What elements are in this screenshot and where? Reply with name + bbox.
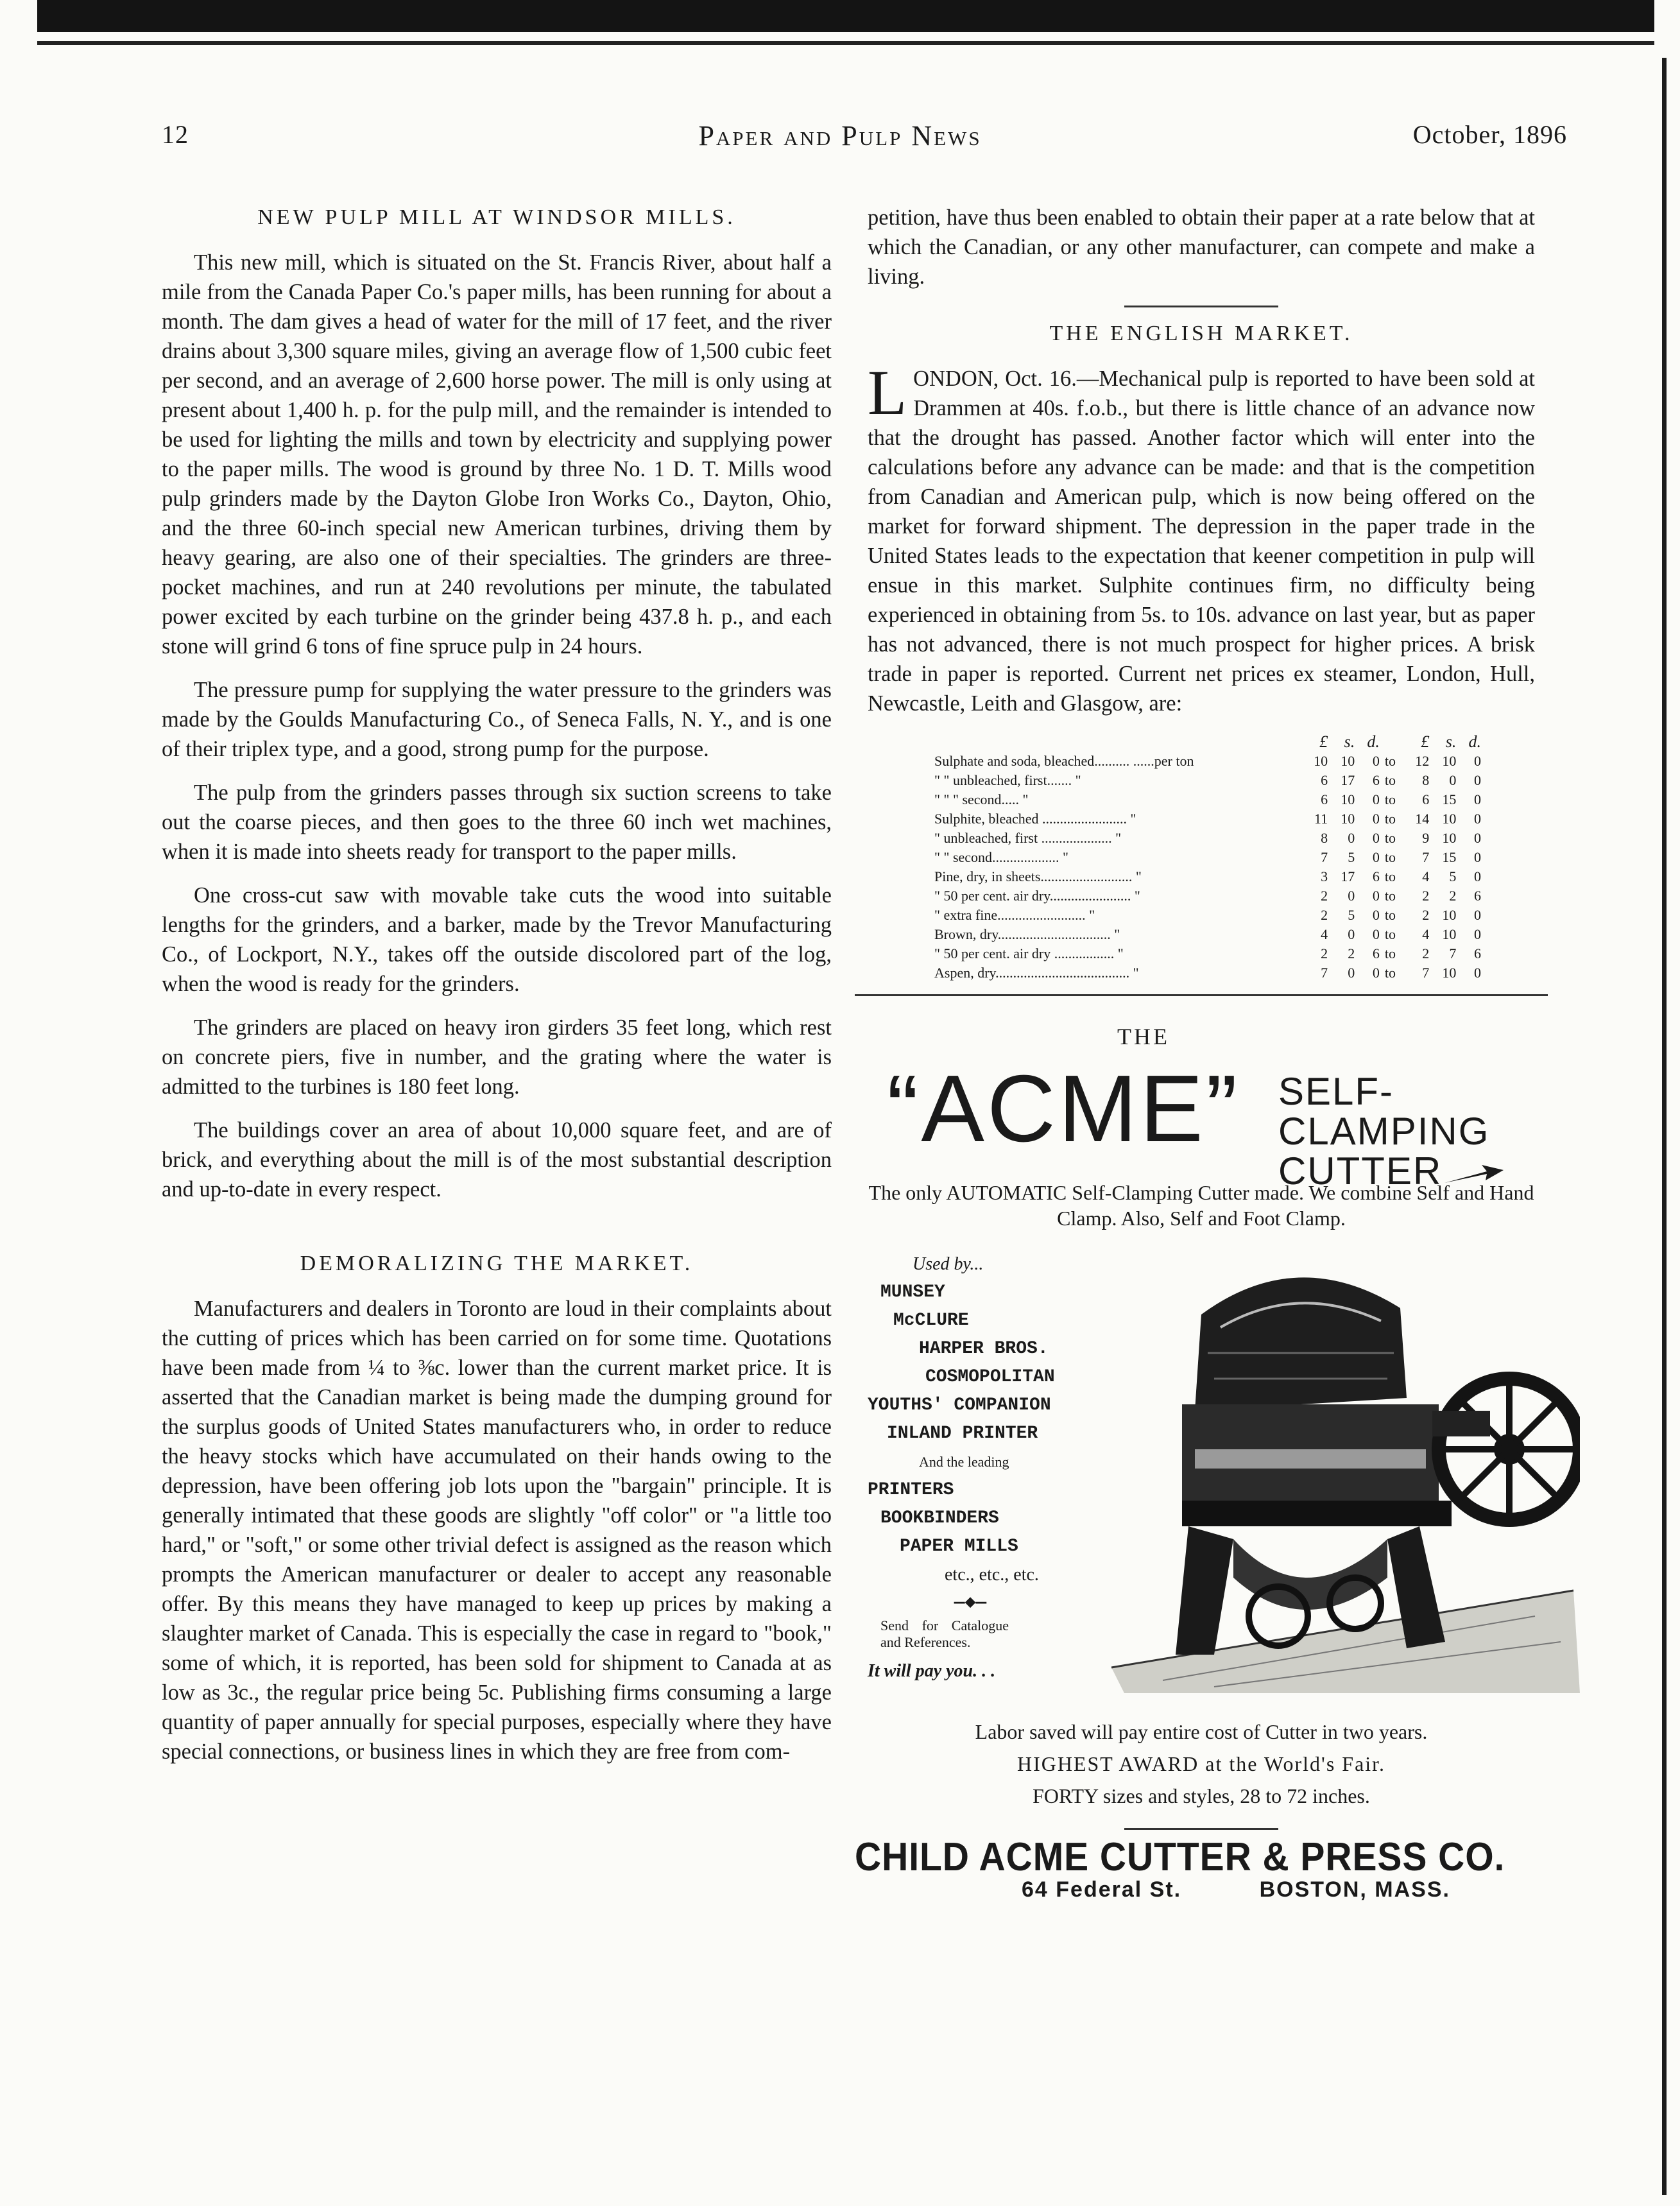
price-value: 2	[1449, 888, 1457, 904]
price-value: 0	[1474, 868, 1481, 884]
price-row	[932, 963, 1484, 983]
price-item: Pine, dry, in sheets.......................... "	[934, 868, 1142, 884]
ad-the: THE	[1117, 1024, 1170, 1049]
ad-user: PRINTERS	[868, 1480, 954, 1500]
ad-brand: “ACME”	[887, 1056, 1240, 1162]
right-column	[855, 203, 1535, 1904]
price-value: 3	[1321, 868, 1328, 884]
english-paragraph: ONDON, Oct. 16.—Mechanical pulp is reported to have been sold at Drammen at 40s. f.o.b., but there is little chance of an advance now that the drought has passed. Another factor which will enter into the calculations before any advance can be made: and that is the competition from Canadian and American pulp, which is now being offered on the market for forward shipment. The depression in the paper trade in the United States leads to the expectation that keener competition in pulp will ensue in this market. Sulphite continues firm, no difficulty being experienced in obtaining from 5s. to 10s. advance on last year, but as paper has not advanced, there is not much prospect for higher prices. A brisk trade in paper is reported. Current net prices ex steamer, London, Hull, Newcastle, Leith and Glasgow, are:	[868, 366, 1535, 716]
price-value: 10	[1341, 753, 1355, 769]
price-item: Sulphite, bleached ........................ "	[934, 811, 1136, 827]
cutter-machine-illustration	[1086, 1257, 1580, 1693]
price-value: 2	[1348, 945, 1355, 961]
ad-send-for: Send for Catalogue and References.	[880, 1617, 1009, 1650]
price-item: " " second................... "	[934, 849, 1069, 865]
price-table	[932, 732, 1484, 983]
ad-labor: Labor saved will pay entire cost of Cutter in two years.	[975, 1720, 1428, 1743]
price-value: 0	[1348, 888, 1355, 904]
price-value: 0	[1372, 849, 1380, 865]
price-header-cell: £	[1421, 732, 1430, 751]
price-value: 15	[1442, 791, 1457, 807]
price-item: " " " second..... "	[934, 791, 1029, 807]
price-value: 0	[1372, 811, 1380, 827]
price-value: 0	[1372, 753, 1380, 769]
price-value: 10	[1442, 965, 1457, 981]
windsor-paragraph: The grinders are placed on heavy iron girders 35 feet long, which rest on concrete piers, five in number, and the grating where the water is admitted to the turbines is 180 feet long.	[162, 1015, 832, 1099]
demoralizing-heading: DEMORALIZING THE MARKET.	[300, 1252, 694, 1275]
price-value: 2	[1422, 907, 1430, 923]
price-value: 0	[1372, 965, 1380, 981]
left-column	[162, 203, 832, 1780]
price-value: 7	[1449, 945, 1457, 961]
ad-user: INLAND PRINTER	[887, 1424, 1038, 1443]
ad-user: YOUTHS' COMPANION	[868, 1395, 1051, 1415]
price-value: 0	[1372, 888, 1380, 904]
ad-subtitle-2: CUTTER	[1278, 1150, 1443, 1193]
price-value: 10	[1442, 753, 1457, 769]
price-value: 0	[1474, 849, 1481, 865]
price-value: 0	[1372, 926, 1380, 942]
price-value: 0	[1348, 926, 1355, 942]
price-to: to	[1384, 811, 1396, 827]
ad-user: McCLURE	[893, 1311, 969, 1331]
price-value: 0	[1348, 965, 1355, 981]
price-to: to	[1384, 926, 1396, 942]
price-value: 6	[1321, 772, 1328, 788]
section-divider	[1124, 306, 1278, 307]
price-value: 0	[1348, 830, 1355, 846]
price-header-row	[932, 732, 1484, 752]
price-to: to	[1384, 907, 1396, 923]
price-item: " extra fine......................... "	[934, 907, 1095, 923]
price-value: 2	[1422, 945, 1430, 961]
price-header-cell: s.	[1445, 732, 1457, 751]
price-row	[932, 944, 1484, 963]
ad-description: The only AUTOMATIC Self-Clamping Cutter made. We combine Self and Hand Clamp. Also, Self and Foot Clamp.	[868, 1181, 1534, 1230]
price-to: to	[1384, 945, 1396, 961]
ad-award: HIGHEST AWARD at the World's Fair.	[1016, 1752, 1386, 1775]
price-value: 10	[1442, 926, 1457, 942]
price-item: Aspen, dry...................................... "	[934, 965, 1139, 981]
english-heading: THE ENGLISH MARKET.	[1049, 322, 1353, 345]
windsor-paragraph: The pressure pump for supplying the water pressure to the grinders was made by the Goulds Manufacturing Co., of Seneca Falls, N. Y., and is one of their triplex type, and a good, strong pump for the purpose.	[162, 678, 832, 761]
price-to: to	[1384, 849, 1396, 865]
price-row	[932, 771, 1484, 790]
arrow-flourish-icon	[1442, 1161, 1506, 1187]
price-to: to	[1384, 791, 1396, 807]
ad-user: PAPER MILLS	[900, 1537, 1018, 1556]
ad-and-leading: And the leading	[919, 1454, 1009, 1470]
price-item: " " unbleached, first....... "	[934, 772, 1081, 788]
price-value: 4	[1321, 926, 1328, 942]
price-value: 10	[1341, 811, 1355, 827]
price-value: 5	[1348, 849, 1355, 865]
price-value: 2	[1321, 945, 1328, 961]
price-value: 6	[1372, 868, 1380, 884]
price-item: " 50 per cent. air dry ................. "	[934, 945, 1124, 961]
price-value: 7	[1422, 849, 1430, 865]
price-value: 10	[1442, 830, 1457, 846]
price-value: 8	[1422, 772, 1430, 788]
price-value: 4	[1422, 868, 1430, 884]
price-value: 0	[1449, 772, 1457, 788]
ad-user: HARPER BROS.	[919, 1339, 1049, 1359]
price-to: to	[1384, 868, 1396, 884]
ad-company: CHILD ACME CUTTER & PRESS CO.	[855, 1835, 1505, 1879]
ad-user: COSMOPOLITAN	[925, 1367, 1055, 1387]
price-value: 6	[1474, 945, 1481, 961]
price-value: 5	[1348, 907, 1355, 923]
price-to: to	[1384, 888, 1396, 904]
ad-city: BOSTON, MASS.	[1259, 1877, 1450, 1902]
issue-date: October, 1896	[1412, 120, 1567, 149]
price-value: 0	[1474, 965, 1481, 981]
price-header-cell: d.	[1468, 732, 1481, 751]
price-value: 12	[1415, 753, 1430, 769]
price-value: 6	[1372, 772, 1380, 788]
windsor-paragraph: This new mill, which is situated on the St. Francis River, about half a mile from the Canada Paper Co.'s paper mills, has been running for about a month. The dam gives a head of water for the mill of 17 feet, and the river drains about 3,300 square miles, giving an average flow of 1,500 cubic feet per second, and an average of 2,600 horse power. The mill is only using at present about 1,400 h. p. for the pulp mill, and the remainder is intended to be used for lighting the mills and town by electricity and supplying power to the paper mills. The wood is ground by three No. 1 D. T. Mills wood pulp grinders made by the Dayton Globe Iron Works Co., Dayton, Ohio, and the three 60-inch special new American turbines, driving them by heavy gearing, are also one of their specialties. The grinders are three-pocket machines, and run at 240 revolutions per minute, the tabulated power excited by each turbine on the grinder being 437.8 h. p., and each stone will grind 6 tons of fine spruce pulp in 24 hours.	[162, 250, 832, 659]
price-item: " unbleached, first .................... "	[934, 830, 1122, 846]
scan-top-bar	[37, 0, 1654, 32]
price-value: 7	[1321, 965, 1328, 981]
drop-cap: L	[868, 357, 907, 428]
price-row	[932, 886, 1484, 906]
price-value: 0	[1372, 907, 1380, 923]
windsor-paragraph: The buildings cover an area of about 10,000 square feet, and are of brick, and everything about the mill is of the most substantial description and up-to-date in every respect.	[162, 1118, 832, 1202]
price-item: Brown, dry................................ "	[934, 926, 1120, 942]
running-title: Paper and Pulp News	[698, 120, 982, 151]
price-value: 2	[1422, 888, 1430, 904]
price-value: 0	[1372, 830, 1380, 846]
price-item: " 50 per cent. air dry....................... "	[934, 888, 1140, 904]
price-value: 0	[1474, 811, 1481, 827]
windsor-paragraph: One cross-cut saw with movable take cuts the wood into suitable lengths for the grinders, and a barker, made by the Trevor Manufacturing Co., of Lockport, N.Y., takes off the outside discolored part of the log, when the wood is ready for the grinders.	[162, 883, 832, 996]
price-row	[932, 809, 1484, 829]
price-value: 11	[1314, 811, 1328, 827]
windsor-heading: NEW PULP MILL AT WINDSOR MILLS.	[257, 205, 736, 229]
ad-sizes: FORTY sizes and styles, 28 to 72 inches.	[1033, 1784, 1370, 1807]
price-value: 7	[1321, 849, 1328, 865]
price-header-cell: d.	[1367, 732, 1380, 751]
ad-rule	[1124, 1828, 1278, 1830]
price-value: 0	[1474, 772, 1481, 788]
price-value: 0	[1474, 830, 1481, 846]
price-value: 0	[1474, 926, 1481, 942]
acme-advertisement	[855, 1022, 1535, 1904]
price-value: 17	[1341, 772, 1355, 788]
price-value: 10	[1341, 791, 1355, 807]
price-row	[932, 790, 1484, 809]
ad-street: 64 Federal St.	[1022, 1877, 1182, 1902]
price-to: to	[1384, 830, 1396, 846]
price-row	[932, 829, 1484, 848]
price-row	[932, 867, 1484, 886]
price-value: 2	[1321, 888, 1328, 904]
price-value: 6	[1372, 945, 1380, 961]
price-value: 10	[1314, 753, 1328, 769]
price-value: 2	[1321, 907, 1328, 923]
price-value: 6	[1321, 791, 1328, 807]
price-row	[932, 906, 1484, 925]
price-header-cell: £	[1319, 732, 1328, 751]
price-row	[932, 925, 1484, 944]
price-value: 4	[1422, 926, 1430, 942]
ad-used-by: Used by...	[913, 1254, 984, 1274]
ad-subtitle-1: SELF-CLAMPING	[1278, 1070, 1490, 1153]
demoralizing-continuation: petition, have thus been enabled to obtain their paper at a rate below that at which the Canadian, or any other manufacturer, can compete and make a living.	[868, 205, 1535, 289]
ad-user: BOOKBINDERS	[880, 1508, 999, 1528]
price-value: 0	[1474, 907, 1481, 923]
demoralizing-paragraph: Manufacturers and dealers in Toronto are loud in their complaints about the cutting of prices which has been carried on for some time. Quotations have been made from ¼ to ⅜c. lower than the current market price. It is asserted that the Canadian market is being made the dumping ground for the surplus goods of United States manufacturers who, in order to reduce the heavy stocks which have accumulated on their hands owing to the depression, have been offering job lots upon the "bargain" principle. It is generally intimated that these goods are slightly "off color" or "a little too hard," or "soft," or some other trivial defect is assigned as the reason which prompts the American manufacturer or dealer to accept any reasonable offer. By this means they have managed to keep up prices by making a slaughter market of Canada. This is especially the case in regard to "book," some of which, it is reported, has been sold for shipment to Canada at as low as 3c., the regular price being 5c. Publishing firms consuming a large quantity of paper annually for special purposes, especially where they have special connections, or business lines in which they are free from com-	[162, 1297, 832, 1764]
price-item: Sulphate and soda, bleached.......... ......per ton	[934, 753, 1194, 769]
price-value: 5	[1449, 868, 1457, 884]
price-value: 8	[1321, 830, 1328, 846]
price-value: 14	[1415, 811, 1430, 827]
scan-top-line	[37, 41, 1654, 45]
page-number: 12	[162, 120, 189, 149]
price-to: to	[1384, 753, 1396, 769]
ad-user: MUNSEY	[880, 1282, 945, 1302]
price-value: 15	[1442, 849, 1457, 865]
price-to: to	[1384, 772, 1396, 788]
price-value: 17	[1341, 868, 1355, 884]
price-value: 0	[1474, 753, 1481, 769]
ad-divider	[855, 994, 1548, 996]
price-value: 7	[1422, 965, 1430, 981]
price-value: 6	[1474, 888, 1481, 904]
price-value: 10	[1442, 907, 1457, 923]
price-header-cell: s.	[1344, 732, 1355, 751]
scan-right-edge	[1662, 58, 1667, 2195]
price-value: 10	[1442, 811, 1457, 827]
ad-ornament: —◆—	[954, 1593, 987, 1613]
price-row	[932, 848, 1484, 867]
price-row	[932, 752, 1484, 771]
price-to: to	[1384, 965, 1396, 981]
price-value: 0	[1474, 791, 1481, 807]
ad-user: etc., etc., etc.	[945, 1565, 1039, 1585]
price-value: 9	[1422, 830, 1430, 846]
ad-pay: It will pay you. . .	[868, 1661, 996, 1681]
windsor-paragraph: The pulp from the grinders passes through six suction screens to take out the coarse pieces, and then goes to the three 60 inch wet machines, when it is made into sheets ready for transport to the paper mills.	[162, 780, 832, 864]
price-value: 6	[1422, 791, 1430, 807]
price-value: 0	[1372, 791, 1380, 807]
